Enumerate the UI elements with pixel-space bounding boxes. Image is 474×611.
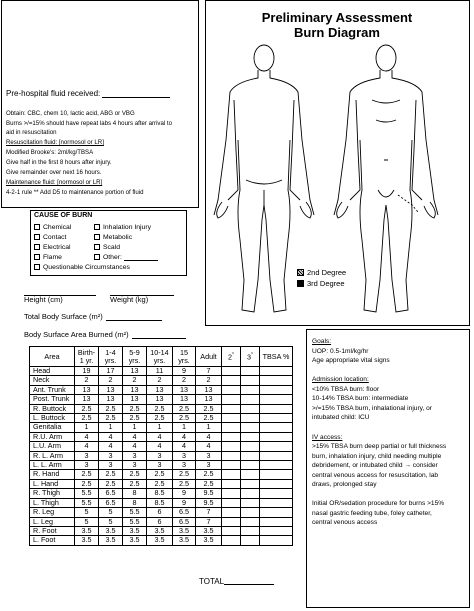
- percent-cell: 3: [173, 451, 196, 460]
- percent-cell: 9.5: [196, 498, 222, 507]
- percent-cell: 4: [196, 442, 222, 451]
- percent-cell: 13: [123, 395, 147, 404]
- percent-cell: 1: [173, 423, 196, 432]
- entry-cell[interactable]: [241, 414, 260, 423]
- cause-option-other[interactable]: [94, 254, 158, 261]
- cause-label: Electrical: [43, 244, 71, 251]
- percent-cell: 2.5: [173, 404, 196, 413]
- percent-cell: 13: [99, 385, 123, 394]
- entry-cell[interactable]: [222, 508, 241, 517]
- entry-cell[interactable]: [222, 517, 241, 526]
- percent-cell: 2.5: [147, 479, 173, 488]
- cause-label: Metabolic: [103, 234, 133, 241]
- percent-cell: 6.5: [99, 489, 123, 498]
- percent-cell: 13: [147, 395, 173, 404]
- entry-cell[interactable]: [222, 395, 241, 404]
- percent-cell: 11: [147, 367, 173, 376]
- entry-cell[interactable]: [241, 385, 260, 394]
- column-header: Adult: [196, 347, 222, 367]
- percent-cell: 3.5: [99, 536, 123, 545]
- entry-cell[interactable]: [222, 451, 241, 460]
- entry-cell[interactable]: [241, 376, 260, 385]
- cause-of-burn-box: [30, 210, 187, 276]
- column-header: 10-14 yrs.: [147, 347, 173, 367]
- area-cell: R. Foot: [30, 526, 75, 535]
- solid-swatch-icon: [297, 280, 304, 287]
- percent-cell: 13: [123, 367, 147, 376]
- cause-label: Contact: [43, 234, 67, 241]
- column-header: 15 yrs.: [173, 347, 196, 367]
- checkbox-icon[interactable]: [34, 244, 40, 250]
- entry-cell[interactable]: [260, 536, 293, 545]
- notes-line: >15% TBSA burn deep partial or full thickness: [312, 443, 447, 451]
- percent-cell: 2.5: [99, 470, 123, 479]
- entry-cell[interactable]: [222, 526, 241, 535]
- prehosp-line: Obtain: CBC, chem 10, lactic acid, ABG or VBG: [6, 110, 135, 117]
- notes-heading: Admission location:: [312, 376, 369, 384]
- table-body: [30, 367, 293, 546]
- percent-cell: 13: [196, 395, 222, 404]
- tbs-label: Total Body Surface (m²): [24, 312, 103, 321]
- percent-cell: 5.5: [123, 517, 147, 526]
- percent-cell: 2.5: [99, 404, 123, 413]
- cause-option-contact[interactable]: [34, 234, 66, 241]
- entry-cell[interactable]: [241, 508, 260, 517]
- clinical-notes-box: [306, 329, 470, 608]
- percent-cell: 13: [196, 385, 222, 394]
- entry-cell[interactable]: [241, 526, 260, 535]
- legend-2nd-label: 2nd Degree: [307, 268, 347, 277]
- entry-cell[interactable]: [260, 367, 293, 376]
- entry-cell[interactable]: [241, 479, 260, 488]
- percent-cell: 3.5: [196, 536, 222, 545]
- percent-cell: 3.5: [75, 526, 99, 535]
- prehosp-line: aid in resuscitation: [6, 129, 57, 136]
- percent-cell: 1: [99, 423, 123, 432]
- checkbox-icon[interactable]: [94, 234, 100, 240]
- percent-cell: 4: [75, 442, 99, 451]
- percent-cell: 6.5: [173, 517, 196, 526]
- percent-cell: 2.5: [173, 470, 196, 479]
- percent-cell: 3: [99, 451, 123, 460]
- percent-cell: 4: [196, 432, 222, 441]
- entry-cell[interactable]: [241, 395, 260, 404]
- checkbox-icon[interactable]: [94, 254, 100, 260]
- percent-cell: 4: [123, 442, 147, 451]
- percent-cell: 2.5: [75, 470, 99, 479]
- area-cell: Post. Trunk: [30, 395, 75, 404]
- entry-cell[interactable]: [260, 395, 293, 404]
- percent-cell: 3.5: [173, 536, 196, 545]
- area-cell: L. Thigh: [30, 498, 75, 507]
- area-cell: L. L. Arm: [30, 461, 75, 470]
- checkbox-icon[interactable]: [34, 224, 40, 230]
- entry-cell[interactable]: [260, 489, 293, 498]
- legend-3rd: [297, 278, 346, 289]
- entry-cell[interactable]: [222, 470, 241, 479]
- percent-cell: 3: [123, 461, 147, 470]
- percent-cell: 2.5: [75, 414, 99, 423]
- column-header: 3°: [241, 347, 260, 367]
- cause-option-electrical[interactable]: [34, 244, 71, 251]
- cause-header: CAUSE OF BURN: [34, 212, 93, 219]
- total-label: TOTAL: [199, 577, 225, 586]
- checkbox-icon[interactable]: [34, 264, 40, 270]
- degree-legend: [297, 267, 346, 289]
- prehospital-notes-box: [1, 0, 199, 208]
- tbs-field[interactable]: [24, 312, 162, 321]
- percent-cell: 9: [173, 489, 196, 498]
- cause-option-scald[interactable]: [94, 244, 120, 251]
- percent-cell: 2.5: [123, 404, 147, 413]
- cause-label: Flame: [43, 254, 62, 261]
- cause-label: Other:: [103, 254, 122, 261]
- entry-cell[interactable]: [260, 404, 293, 413]
- percent-cell: 2: [123, 376, 147, 385]
- entry-cell[interactable]: [241, 461, 260, 470]
- entry-cell[interactable]: [241, 404, 260, 413]
- bsab-label: Body Surface Area Burned (m²): [24, 330, 129, 339]
- percent-cell: 2: [99, 376, 123, 385]
- entry-cell[interactable]: [222, 479, 241, 488]
- notes-line: nasal gastric feeding tube, foley catheter,: [312, 509, 432, 517]
- percent-cell: 5: [99, 517, 123, 526]
- height-label: Height (cm): [24, 295, 63, 304]
- percent-cell: 13: [173, 385, 196, 394]
- notes-line: draws, prolonged stay: [312, 481, 377, 489]
- percent-cell: 3.5: [123, 536, 147, 545]
- entry-cell[interactable]: [222, 404, 241, 413]
- column-header: 5-9 yrs.: [123, 347, 147, 367]
- percent-cell: 2.5: [99, 479, 123, 488]
- area-cell: R. Buttock: [30, 404, 75, 413]
- entry-cell[interactable]: [222, 536, 241, 545]
- column-header: Area: [30, 347, 75, 367]
- tbs-blank[interactable]: [106, 313, 162, 321]
- percent-cell: 2.5: [196, 414, 222, 423]
- entry-cell[interactable]: [260, 508, 293, 517]
- table-row: [30, 423, 293, 432]
- percent-cell: 3.5: [173, 526, 196, 535]
- entry-cell[interactable]: [260, 432, 293, 441]
- percent-cell: 4: [147, 442, 173, 451]
- percent-cell: 2.5: [147, 414, 173, 423]
- table-row: [30, 470, 293, 479]
- area-cell: Head: [30, 367, 75, 376]
- percent-cell: 3: [196, 461, 222, 470]
- percent-cell: 3: [147, 451, 173, 460]
- entry-cell[interactable]: [222, 489, 241, 498]
- area-cell: L.U. Arm: [30, 442, 75, 451]
- area-cell: R. Thigh: [30, 489, 75, 498]
- prehosp-line: Give remainder over next 16 hours.: [6, 169, 102, 176]
- entry-cell[interactable]: [241, 451, 260, 460]
- entry-cell[interactable]: [260, 498, 293, 507]
- cause-option-metabolic[interactable]: [94, 234, 132, 241]
- entry-cell[interactable]: [260, 470, 293, 479]
- entry-cell[interactable]: [241, 367, 260, 376]
- notes-line: UOP: 0.5-1ml/kg/hr: [312, 347, 369, 355]
- resuscitation-fluid-heading: Resuscitation fluid: [normosol or LR]: [6, 139, 104, 146]
- percent-cell: 2.5: [196, 404, 222, 413]
- table-row: [30, 517, 293, 526]
- entry-cell[interactable]: [241, 536, 260, 545]
- notes-line: >/=15% TBSA burn, inhalational injury, or: [312, 404, 432, 412]
- hatch-swatch-icon: [297, 269, 304, 276]
- percent-cell: 3.5: [123, 526, 147, 535]
- percent-cell: 4: [99, 432, 123, 441]
- notes-heading: IV access:: [312, 433, 343, 441]
- total-blank[interactable]: [224, 584, 274, 585]
- percent-cell: 3.5: [75, 536, 99, 545]
- weight-label: Weight (kg): [110, 295, 149, 304]
- entry-cell[interactable]: [241, 498, 260, 507]
- area-cell: Ant. Trunk: [30, 385, 75, 394]
- cause-option-flame[interactable]: [34, 254, 62, 261]
- entry-cell[interactable]: [222, 432, 241, 441]
- notes-line: 10-14% TBSA burn: intermediate: [312, 395, 409, 403]
- entry-cell[interactable]: [260, 423, 293, 432]
- table-row: [30, 489, 293, 498]
- bsab-blank[interactable]: [132, 331, 186, 339]
- percent-cell: 13: [147, 385, 173, 394]
- percent-cell: 19: [75, 367, 99, 376]
- area-cell: Neck: [30, 376, 75, 385]
- maintenance-fluid-heading: Maintenance fluid: [normosol or LR]: [6, 179, 103, 186]
- notes-heading: Goals:: [312, 338, 332, 345]
- percent-cell: 2: [147, 376, 173, 385]
- column-header: TBSA %: [260, 347, 293, 367]
- area-cell: L. Foot: [30, 536, 75, 545]
- area-cell: R. Leg: [30, 508, 75, 517]
- percent-cell: 3.5: [99, 526, 123, 535]
- percent-cell: 13: [75, 395, 99, 404]
- entry-cell[interactable]: [222, 442, 241, 451]
- entry-cell[interactable]: [222, 385, 241, 394]
- percent-cell: 5: [75, 517, 99, 526]
- percent-cell: 4: [75, 432, 99, 441]
- area-cell: L. Hand: [30, 479, 75, 488]
- notes-line: <10% TBSA burn: floor: [312, 385, 380, 393]
- percent-cell: 4: [173, 432, 196, 441]
- percent-cell: 5.5: [75, 489, 99, 498]
- percent-cell: 2.5: [173, 414, 196, 423]
- percent-cell: 17: [99, 367, 123, 376]
- percent-cell: 2.5: [147, 470, 173, 479]
- table-row: [30, 395, 293, 404]
- percent-cell: 9: [173, 367, 196, 376]
- area-cell: Genitalia: [30, 423, 75, 432]
- column-header: 1-4 yrs.: [99, 347, 123, 367]
- percent-cell: 2.5: [123, 470, 147, 479]
- percent-cell: 3: [147, 461, 173, 470]
- percent-cell: 2.5: [99, 414, 123, 423]
- percent-cell: 5: [75, 508, 99, 517]
- percent-cell: 6: [147, 517, 173, 526]
- area-cell: R.U. Arm: [30, 432, 75, 441]
- entry-cell[interactable]: [241, 442, 260, 451]
- percent-cell: 7: [196, 508, 222, 517]
- table-header-row: [30, 347, 293, 367]
- percent-cell: 8: [123, 498, 147, 507]
- table-row: [30, 536, 293, 545]
- percent-cell: 2.5: [75, 479, 99, 488]
- prehosp-line: 4-2-1 rule ** Add D5 to maintenance portion of fluid: [6, 189, 144, 196]
- percent-cell: 3: [75, 451, 99, 460]
- percent-cell: 2.5: [196, 470, 222, 479]
- entry-cell[interactable]: [222, 461, 241, 470]
- cause-label: Questionable Circumstances: [43, 264, 130, 271]
- entry-cell[interactable]: [241, 432, 260, 441]
- percent-cell: 2.5: [147, 404, 173, 413]
- entry-cell[interactable]: [241, 517, 260, 526]
- notes-line: Initial OR/sedation procedure for burns >15%: [312, 500, 445, 508]
- percent-cell: 2: [173, 376, 196, 385]
- area-cell: L. Buttock: [30, 414, 75, 423]
- checkbox-icon[interactable]: [34, 254, 40, 260]
- legend-3rd-label: 3rd Degree: [307, 279, 345, 288]
- tbsa-table: [29, 346, 293, 546]
- entry-cell[interactable]: [260, 451, 293, 460]
- percent-cell: 1: [123, 423, 147, 432]
- area-cell: R. Hand: [30, 470, 75, 479]
- notes-line: intubated child: ICU: [312, 414, 370, 422]
- front-figure[interactable]: [334, 45, 438, 312]
- cause-label: Scald: [103, 244, 121, 251]
- percent-cell: 6: [147, 508, 173, 517]
- column-header: Birth- 1 yr.: [75, 347, 99, 367]
- percent-cell: 5.5: [75, 498, 99, 507]
- percent-cell: 3.5: [147, 526, 173, 535]
- percent-cell: 13: [99, 395, 123, 404]
- notes-line: burn, inhalation injury, child needing multiple: [312, 452, 442, 460]
- percent-cell: 2: [196, 376, 222, 385]
- entry-cell[interactable]: [260, 461, 293, 470]
- entry-cell[interactable]: [260, 376, 293, 385]
- notes-line: debridement, or intubated child → consider: [312, 462, 438, 470]
- table-row: [30, 376, 293, 385]
- percent-cell: 2.5: [123, 414, 147, 423]
- percent-cell: 3: [75, 461, 99, 470]
- cause-option-chemical[interactable]: [34, 224, 71, 231]
- entry-cell[interactable]: [241, 423, 260, 432]
- percent-cell: 4: [147, 432, 173, 441]
- percent-cell: 2.5: [196, 479, 222, 488]
- notes-line: central venous access for resuscitation, lab: [312, 471, 439, 479]
- percent-cell: 7: [196, 367, 222, 376]
- percent-cell: 2.5: [123, 479, 147, 488]
- column-header: 2°: [222, 347, 241, 367]
- percent-cell: 1: [147, 423, 173, 432]
- legend-2nd: [297, 267, 346, 278]
- percent-cell: 8: [123, 489, 147, 498]
- title-line-2: Burn Diagram: [294, 25, 380, 40]
- entry-cell[interactable]: [260, 517, 293, 526]
- entry-cell[interactable]: [222, 423, 241, 432]
- percent-cell: 9: [173, 498, 196, 507]
- percent-cell: 4: [173, 442, 196, 451]
- percent-cell: 8.5: [147, 498, 173, 507]
- entry-cell[interactable]: [260, 479, 293, 488]
- entry-cell[interactable]: [222, 367, 241, 376]
- other-blank[interactable]: [124, 254, 158, 261]
- notes-line: Age appropriate vital signs: [312, 357, 390, 365]
- cause-label: Inhalation Injury: [103, 224, 151, 231]
- prehosp-line: Burns >/=15% should have repeat labs 4 hours after arrival to: [6, 120, 172, 127]
- percent-cell: 5.5: [123, 508, 147, 517]
- cause-label: Chemical: [43, 224, 72, 231]
- percent-cell: 2.5: [75, 404, 99, 413]
- percent-cell: 6.5: [173, 508, 196, 517]
- area-cell: R. L. Arm: [30, 451, 75, 460]
- percent-cell: 1: [196, 423, 222, 432]
- area-cell: L. Leg: [30, 517, 75, 526]
- entry-cell[interactable]: [260, 442, 293, 451]
- percent-cell: 13: [123, 385, 147, 394]
- entry-cell[interactable]: [260, 414, 293, 423]
- percent-cell: 13: [173, 395, 196, 404]
- percent-cell: 6.5: [99, 498, 123, 507]
- cause-option-inhalation[interactable]: [94, 224, 151, 231]
- checkbox-icon[interactable]: [94, 224, 100, 230]
- percent-cell: 1: [75, 423, 99, 432]
- entry-cell[interactable]: [222, 376, 241, 385]
- entry-cell[interactable]: [260, 526, 293, 535]
- prehospital-fluid-label: Pre-hospital fluid received:: [6, 89, 101, 98]
- notes-line: central venous access: [312, 519, 378, 527]
- prehospital-fluid-blank[interactable]: [102, 90, 170, 98]
- table-row: [30, 442, 293, 451]
- percent-cell: 8.5: [147, 489, 173, 498]
- entry-cell[interactable]: [260, 385, 293, 394]
- entry-cell[interactable]: [222, 498, 241, 507]
- percent-cell: 3: [123, 451, 147, 460]
- prehospital-fluid-field[interactable]: [6, 90, 170, 98]
- percent-cell: 3.5: [196, 526, 222, 535]
- checkbox-icon[interactable]: [94, 244, 100, 250]
- checkbox-icon[interactable]: [34, 234, 40, 240]
- table-row: [30, 508, 293, 517]
- title-line-1: Preliminary Assessment: [261, 10, 413, 25]
- prehosp-line: Modified Brooke's: 2ml/kg/TBSA: [6, 149, 94, 156]
- bsab-field[interactable]: [24, 330, 186, 339]
- percent-cell: 4: [123, 432, 147, 441]
- percent-cell: 7: [196, 517, 222, 526]
- percent-cell: 3: [196, 451, 222, 460]
- percent-cell: 4: [99, 442, 123, 451]
- percent-cell: 3: [173, 461, 196, 470]
- entry-cell[interactable]: [241, 489, 260, 498]
- percent-cell: 2.5: [173, 479, 196, 488]
- entry-cell[interactable]: [222, 414, 241, 423]
- page-title: [206, 10, 468, 40]
- percent-cell: 2: [75, 376, 99, 385]
- percent-cell: 9.5: [196, 489, 222, 498]
- percent-cell: 13: [75, 385, 99, 394]
- percent-cell: 3: [99, 461, 123, 470]
- prehosp-line: Give half in the first 8 hours after injury.: [6, 159, 112, 166]
- cause-option-questionable[interactable]: [34, 264, 130, 271]
- percent-cell: 5: [99, 508, 123, 517]
- entry-cell[interactable]: [241, 470, 260, 479]
- percent-cell: 3.5: [147, 536, 173, 545]
